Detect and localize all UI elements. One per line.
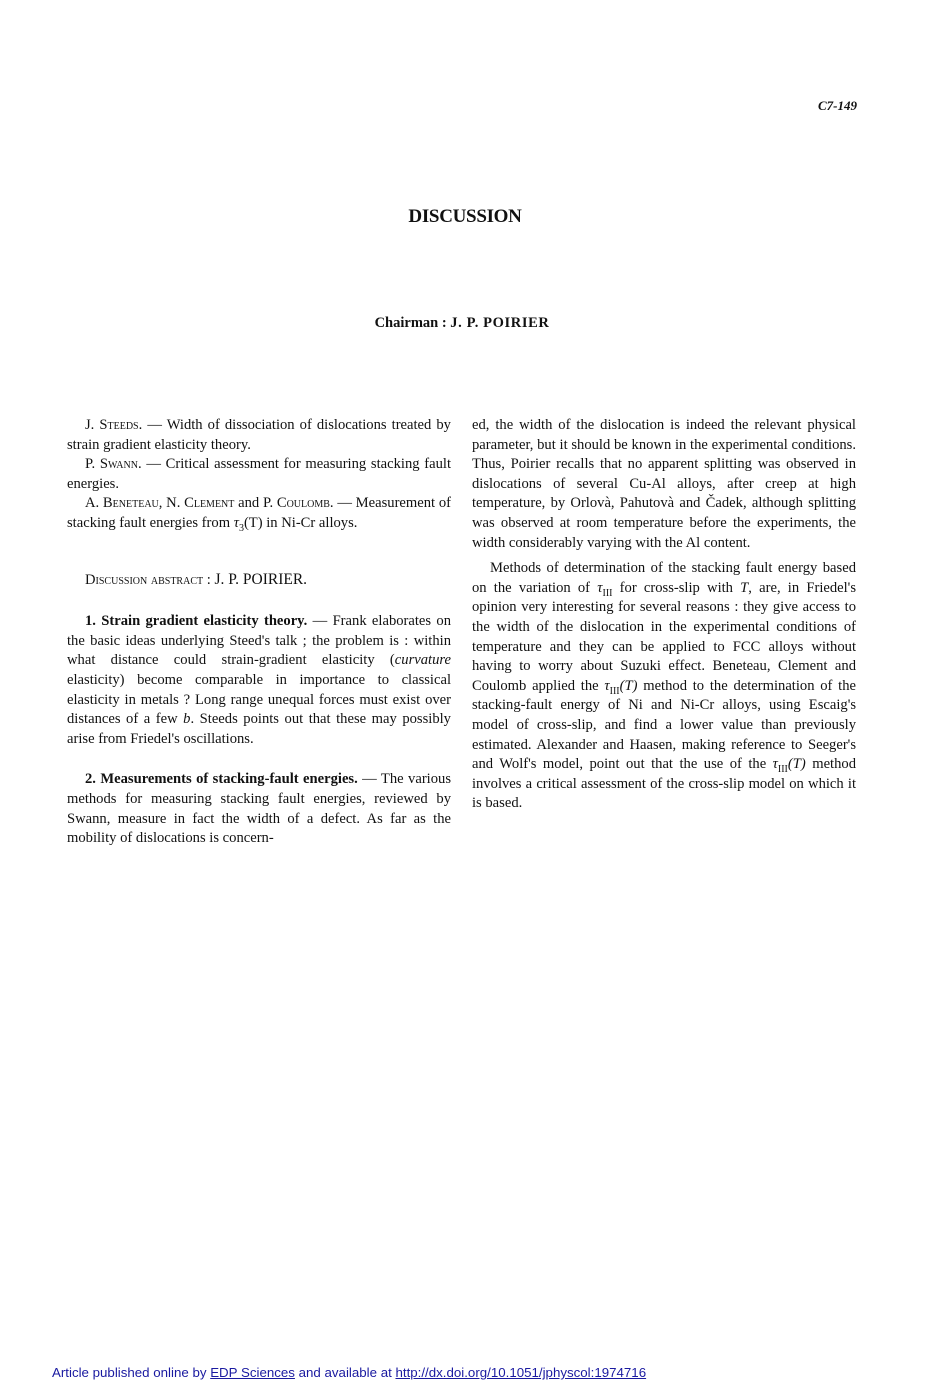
tau-argument: (T): [619, 677, 638, 694]
paper-title: — Width of dissociation of dislocations treated by strain gradient elasticity theory.: [67, 417, 451, 453]
tau-subscript: III: [777, 764, 788, 775]
body-text: method involves a critical assessment of the cross-slip model on which it is based.: [472, 756, 856, 812]
emphasis: curvature: [394, 652, 451, 669]
section-text: . Steeds points out that these may possibly arise from Friedel's oscillations.: [67, 711, 451, 747]
paper-author: P. Swann.: [85, 456, 142, 473]
section-text: — Frank elaborates on the basic ideas underlying Steed's talk ; the problem is : within what distance could strain-gradient elasticity (: [67, 613, 451, 669]
chairman-label: Chairman :: [374, 315, 447, 331]
section-text: elasticity) become comparable in importance to classical elasticity in metals ? Long range unequal forces must exist over distances of a few: [67, 671, 451, 728]
paper-entry-steeds: [67, 416, 451, 455]
tau-argument: (T): [787, 756, 806, 773]
paper-title: — Critical assessment for measuring stacking fault energies.: [67, 456, 451, 492]
tau-subscript: III: [609, 685, 620, 697]
right-column: [472, 416, 856, 814]
paper-title-end: (T) in Ni-Cr alloys.: [243, 514, 358, 531]
variable-T: T: [740, 579, 749, 596]
tau-symbol: τ: [597, 579, 603, 596]
paper-entry-swann: [67, 455, 451, 494]
edp-sciences-link[interactable]: EDP Sciences: [210, 1365, 295, 1380]
abstract-label: Discussion abstract :: [85, 571, 211, 588]
tau-subscript: III: [602, 587, 613, 599]
body-text: for cross-slip with: [612, 579, 741, 596]
emphasis: b: [183, 711, 191, 728]
paper-and: and: [234, 495, 263, 512]
abstract-author: J. P. POIRIER.: [214, 570, 308, 588]
chairman-line: [0, 315, 924, 332]
paper-author: P. Coulomb.: [262, 495, 334, 512]
publication-footer: [52, 1365, 646, 1380]
paper-title: — Measurement of stacking fault energies from: [67, 495, 451, 531]
doi-link[interactable]: http://dx.doi.org/10.1051/jphyscol:1974716: [395, 1365, 647, 1380]
tau-symbol: τ: [233, 514, 239, 531]
section-heading: 2. Measurements of stacking-fault energies.: [85, 771, 358, 788]
section-1: [67, 612, 451, 749]
paper-author: N. Clement: [166, 495, 235, 512]
paper-author: J. Steeds.: [85, 417, 143, 433]
paper-author: A. Beneteau,: [85, 495, 163, 512]
continued-paragraph: ed, the width of the dislocation is indeed the relevant physical parameter, but it should be known in the experimental conditions. Thus, Poirier recalls that no apparent splitting was observed in dislocations of several Cu-Al alloys, after creep at high temperature, by Orlovà, Pahutovà and Čadek, although splitting was observed at room temperature before the experiments, the width considerably varying with the Al content.: [472, 417, 856, 551]
paper-entry-beneteau: [67, 494, 451, 533]
tau-subscript: 3: [238, 522, 244, 534]
section-heading: 1. Strain gradient elasticity theory.: [85, 613, 308, 630]
chairman-name: J. P. POIRIER: [450, 315, 550, 331]
tau-symbol: τ: [772, 756, 778, 773]
abstract-heading: [67, 570, 451, 591]
body-text: method to the determination of the stacking-fault energy of Ni and Ni-Cr alloys, using Escaig's model of cross-slip, and find a lower value than previously estimated. Alexander and Haasen, making reference to Seeger's and Wolf's model, point out that the use of the: [472, 677, 856, 773]
methods-paragraph: [472, 559, 856, 814]
section-text: — The various methods for measuring stacking fault energies, reviewed by Swann, measure in fact the width of a defect. As far as the mobility of dislocations is concern-: [67, 771, 452, 847]
body-text: , are, in Friedel's opinion very interesting for several reasons : they give access to the width of the dislocation in the experimental conditions of temperature and they can be applied to FCC alloys without having to worry about Suzuki effect. Beneteau, Clement and Coulomb applied the: [472, 579, 856, 694]
tau-symbol: τ: [604, 677, 610, 694]
page-number: C7-149: [818, 98, 857, 113]
section-2: [67, 770, 451, 848]
left-column: [67, 416, 451, 849]
footer-prefix: Article published online by: [52, 1365, 211, 1380]
footer-middle: and available at: [294, 1365, 396, 1380]
page-title: DISCUSSION: [408, 206, 522, 227]
body-text: Methods of determination of the stacking fault energy based on the variation of: [472, 560, 856, 596]
